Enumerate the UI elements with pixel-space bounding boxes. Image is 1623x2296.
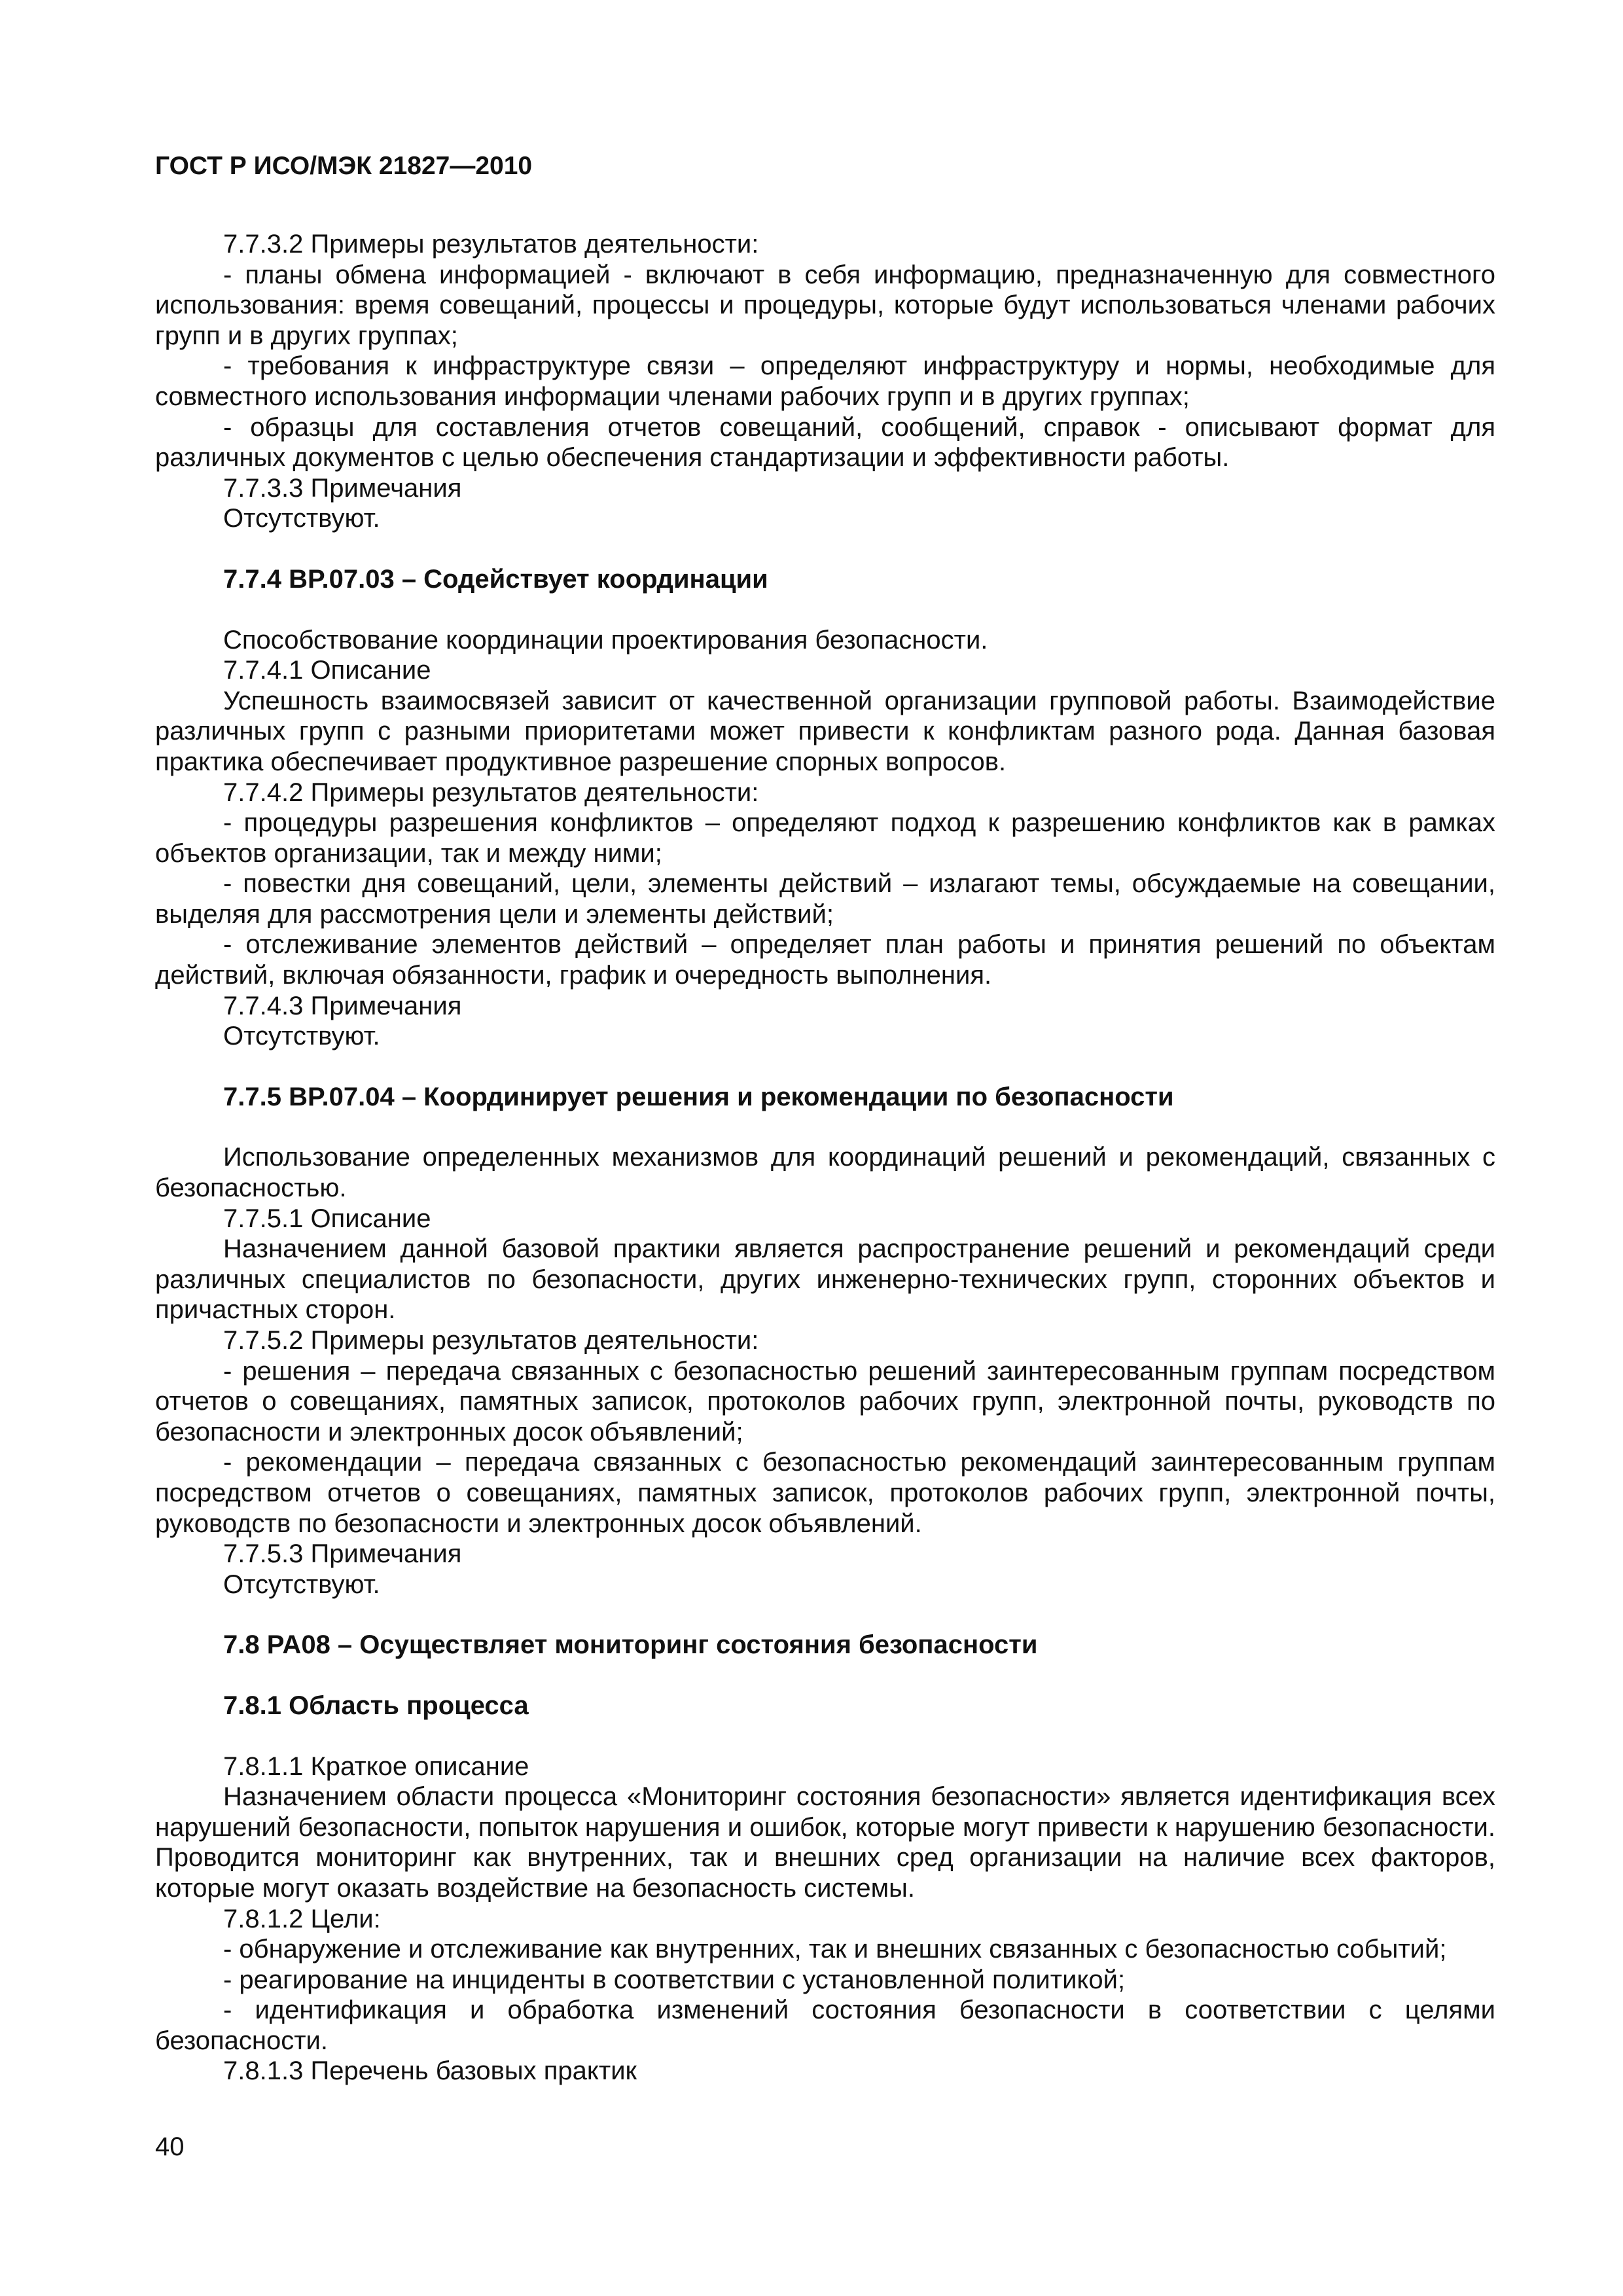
- paragraph: - образцы для составления отчетов совещаний, сообщений, справок - описывают формат для различных документов с целью обеспечения стандартизации и эффективности работы.: [155, 412, 1495, 473]
- paragraph: - планы обмена информацией - включают в себя информацию, предназначенную для совместного использования: время совещаний, процессы и процедуры, которые будут использоваться членами рабочих групп и в других группах;: [155, 260, 1495, 350]
- page-number: 40: [155, 2132, 185, 2161]
- paragraph: - повестки дня совещаний, цели, элементы действий – излагают темы, обсуждаемые на совещании, выделяя для рассмотрения цели и элементы действий;: [155, 869, 1495, 929]
- paragraph: - процедуры разрешения конфликтов – определяют подход к разрешению конфликтов как в рамках объектов организации, так и между ними;: [155, 808, 1495, 868]
- paragraph: - требования к инфраструктуре связи – определяют инфраструктуру и нормы, необходимые для совместного использования информации членами рабочих групп и в других группах;: [155, 351, 1495, 411]
- paragraph: Отсутствуют.: [223, 1022, 380, 1051]
- paragraph: Отсутствуют.: [223, 1570, 380, 1599]
- paragraph: Назначением данной базовой практики является распространение решений и рекомендаций среди различных специалистов по безопасности, других инженерно-технических групп, сторонних объектов и причастных сторон.: [155, 1234, 1495, 1325]
- paragraph: 7.7.5.2 Примеры результатов деятельности:: [223, 1326, 759, 1355]
- paragraph: 7.7.3.2 Примеры результатов деятельности:: [223, 230, 759, 259]
- paragraph: Использование определенных механизмов для координаций решений и рекомендаций, связанных с безопасностью.: [155, 1143, 1495, 1203]
- document-page: [155, 151, 1495, 2087]
- paragraph: 7.8.1.3 Перечень базовых практик: [223, 2056, 637, 2086]
- paragraph: - отслеживание элементов действий – определяет план работы и принятия решений по объектам действий, включая обязанности, график и очередность выполнения.: [155, 930, 1495, 990]
- paragraph: - идентификация и обработка изменений состояния безопасности в соответствии с целями безопасности.: [155, 1996, 1495, 2055]
- paragraph: 7.8.1.1 Краткое описание: [223, 1751, 529, 1781]
- document-header: ГОСТ Р ИСО/МЭК 21827—2010: [155, 152, 533, 180]
- paragraph: 7.7.3.3 Примечания: [223, 473, 462, 503]
- paragraph: Успешность взаимосвязей зависит от качественной организации групповой работы. Взаимодействие различных групп с разными приоритетами может привести к конфликтам разного рода. Данная базовая практика обеспечивает продуктивное разрешение спорных вопросов.: [155, 686, 1495, 776]
- section-heading: 7.7.5 BP.07.04 – Координирует решения и рекомендации по безопасности: [223, 1082, 1174, 1111]
- section-heading: 7.8.1 Область процесса: [223, 1691, 529, 1720]
- paragraph: 7.7.4.3 Примечания: [223, 991, 462, 1020]
- paragraph: 7.8.1.2 Цели:: [223, 1904, 381, 1933]
- paragraph: 7.7.4.1 Описание: [223, 656, 431, 685]
- paragraph: 7.7.4.2 Примеры результатов деятельности:: [223, 778, 759, 807]
- paragraph: - обнаружение и отслеживание как внутренних, так и внешних связанных с безопасностью событий;: [223, 1935, 1447, 1964]
- paragraph: 7.7.5.1 Описание: [223, 1204, 431, 1233]
- paragraph: - реагирование на инциденты в соответствии с установленной политикой;: [223, 1965, 1126, 1994]
- paragraph: - рекомендации – передача связанных с безопасностью рекомендаций заинтересованным группам посредством отчетов о совещаниях, памятных записок, протоколов рабочих групп, электронной почты, руководств по безопасности и электронных досок объявлений.: [155, 1448, 1495, 1538]
- paragraph: Назначением области процесса «Мониторинг состояния безопасности» является идентификация всех нарушений безопасности, попыток нарушения и ошибок, которые могут привести к нарушению безопасности. Проводится мониторинг как внутренних, так и внешних сред организации на наличие всех факторов, которые могут оказать воздействие на безопасность системы.: [155, 1782, 1495, 1903]
- paragraph: Способствование координации проектирования безопасности.: [223, 625, 988, 655]
- paragraph: Отсутствуют.: [223, 504, 380, 533]
- paragraph: - решения – передача связанных с безопасностью решений заинтересованным группам посредством отчетов о совещаниях, памятных записок, протоколов рабочих групп, электронной почты, руководств по безопасности и электронных досок объявлений;: [155, 1356, 1495, 1446]
- section-heading: 7.8 PA08 – Осуществляет мониторинг состояния безопасности: [223, 1630, 1038, 1660]
- paragraph: 7.7.5.3 Примечания: [223, 1539, 462, 1569]
- section-heading: 7.7.4 BP.07.03 – Содействует координации: [223, 564, 768, 594]
